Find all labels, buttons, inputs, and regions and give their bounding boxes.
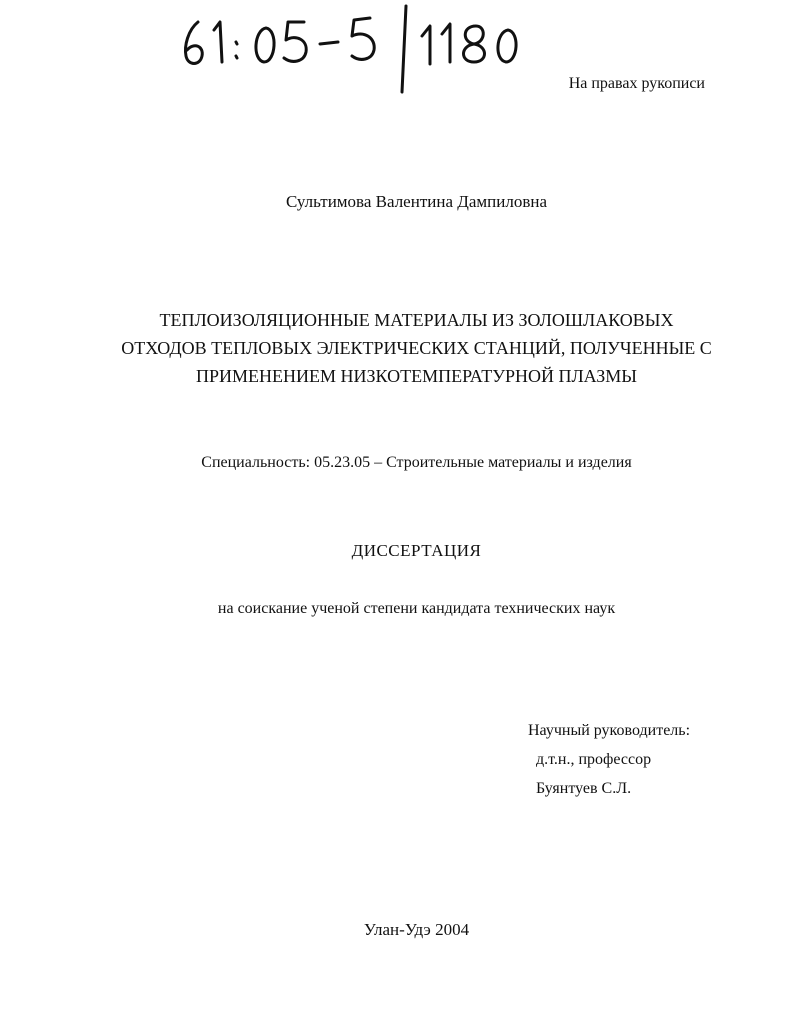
specialty-line: Специальность: 05.23.05 – Строительные материалы и изделия [201,454,632,471]
title-line: ТЕПЛОИЗОЛЯЦИОННЫЕ МАТЕРИАЛЫ ИЗ ЗОЛОШЛАКОВЫХ [159,310,674,330]
title-line: ОТХОДОВ ТЕПЛОВЫХ ЭЛЕКТРИЧЕСКИХ СТАНЦИЙ, ПОЛУЧЕННЫЕ С [121,338,712,358]
supervisor-label: Научный руководитель: [528,722,691,739]
author-name: Сультимова Валентина Дампиловна [286,192,547,211]
work-type-heading: ДИССЕРТАЦИЯ [351,541,482,560]
place-and-year: Улан-Удэ 2004 [363,920,470,939]
title-line: ПРИМЕНЕНИЕМ НИЗКОТЕМПЕРАТУРНОЙ ПЛАЗМЫ [196,366,637,386]
manuscript-rights-note: На правах рукописи [568,75,705,92]
dissertation-title [100,306,733,390]
supervisor-name: Буянтуев С.Л. [536,780,632,797]
handwritten-archive-number [170,0,550,100]
supervisor-rank: д.т.н., профессор [536,751,652,768]
degree-line: на соискание ученой степени кандидата технических наук [217,600,616,617]
supervisor-block [528,716,690,803]
